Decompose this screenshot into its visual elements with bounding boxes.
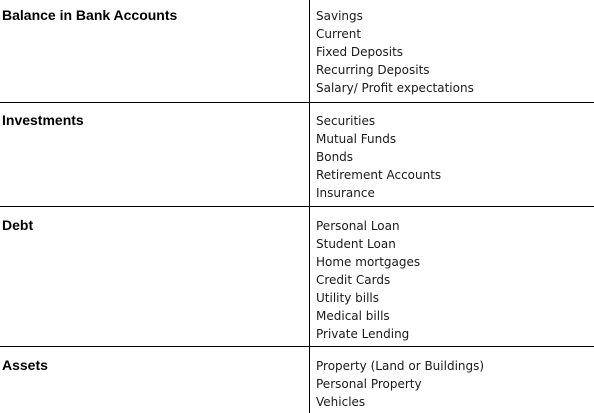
list-item: Personal Loan	[316, 219, 400, 233]
item-list	[316, 217, 420, 343]
list-item: Bonds	[316, 150, 354, 164]
row-divider	[0, 346, 594, 347]
list-item: Personal Property	[316, 377, 422, 391]
list-item: Mutual Funds	[316, 132, 397, 146]
section-investments	[0, 105, 594, 206]
list-item: Current	[316, 27, 362, 41]
item-list	[316, 357, 484, 411]
list-item: Securities	[316, 114, 376, 128]
row-divider	[0, 206, 594, 207]
list-item: Salary/ Profit expectations	[316, 81, 474, 95]
section-bank-accounts	[0, 0, 594, 101]
section-heading: Balance in Bank Accounts	[2, 7, 178, 23]
list-item: Home mortgages	[316, 255, 421, 269]
list-item: Vehicles	[316, 395, 366, 409]
list-item: Student Loan	[316, 237, 396, 251]
list-item: Private Lending	[316, 327, 410, 341]
list-item: Insurance	[316, 186, 375, 200]
section-debt	[0, 210, 594, 346]
item-list	[316, 7, 474, 97]
list-item: Fixed Deposits	[316, 45, 404, 59]
section-heading: Debt	[2, 217, 34, 233]
list-item: Recurring Deposits	[316, 63, 430, 77]
row-divider	[0, 102, 594, 103]
section-heading: Assets	[2, 357, 48, 373]
list-item: Retirement Accounts	[316, 168, 442, 182]
item-list	[316, 112, 441, 202]
list-item: Credit Cards	[316, 273, 391, 287]
section-heading: Investments	[2, 112, 84, 128]
section-assets	[0, 350, 594, 413]
list-item: Property (Land or Buildings)	[316, 359, 485, 373]
list-item: Utility bills	[316, 291, 379, 305]
list-item: Medical bills	[316, 309, 390, 323]
list-item: Savings	[316, 9, 363, 23]
